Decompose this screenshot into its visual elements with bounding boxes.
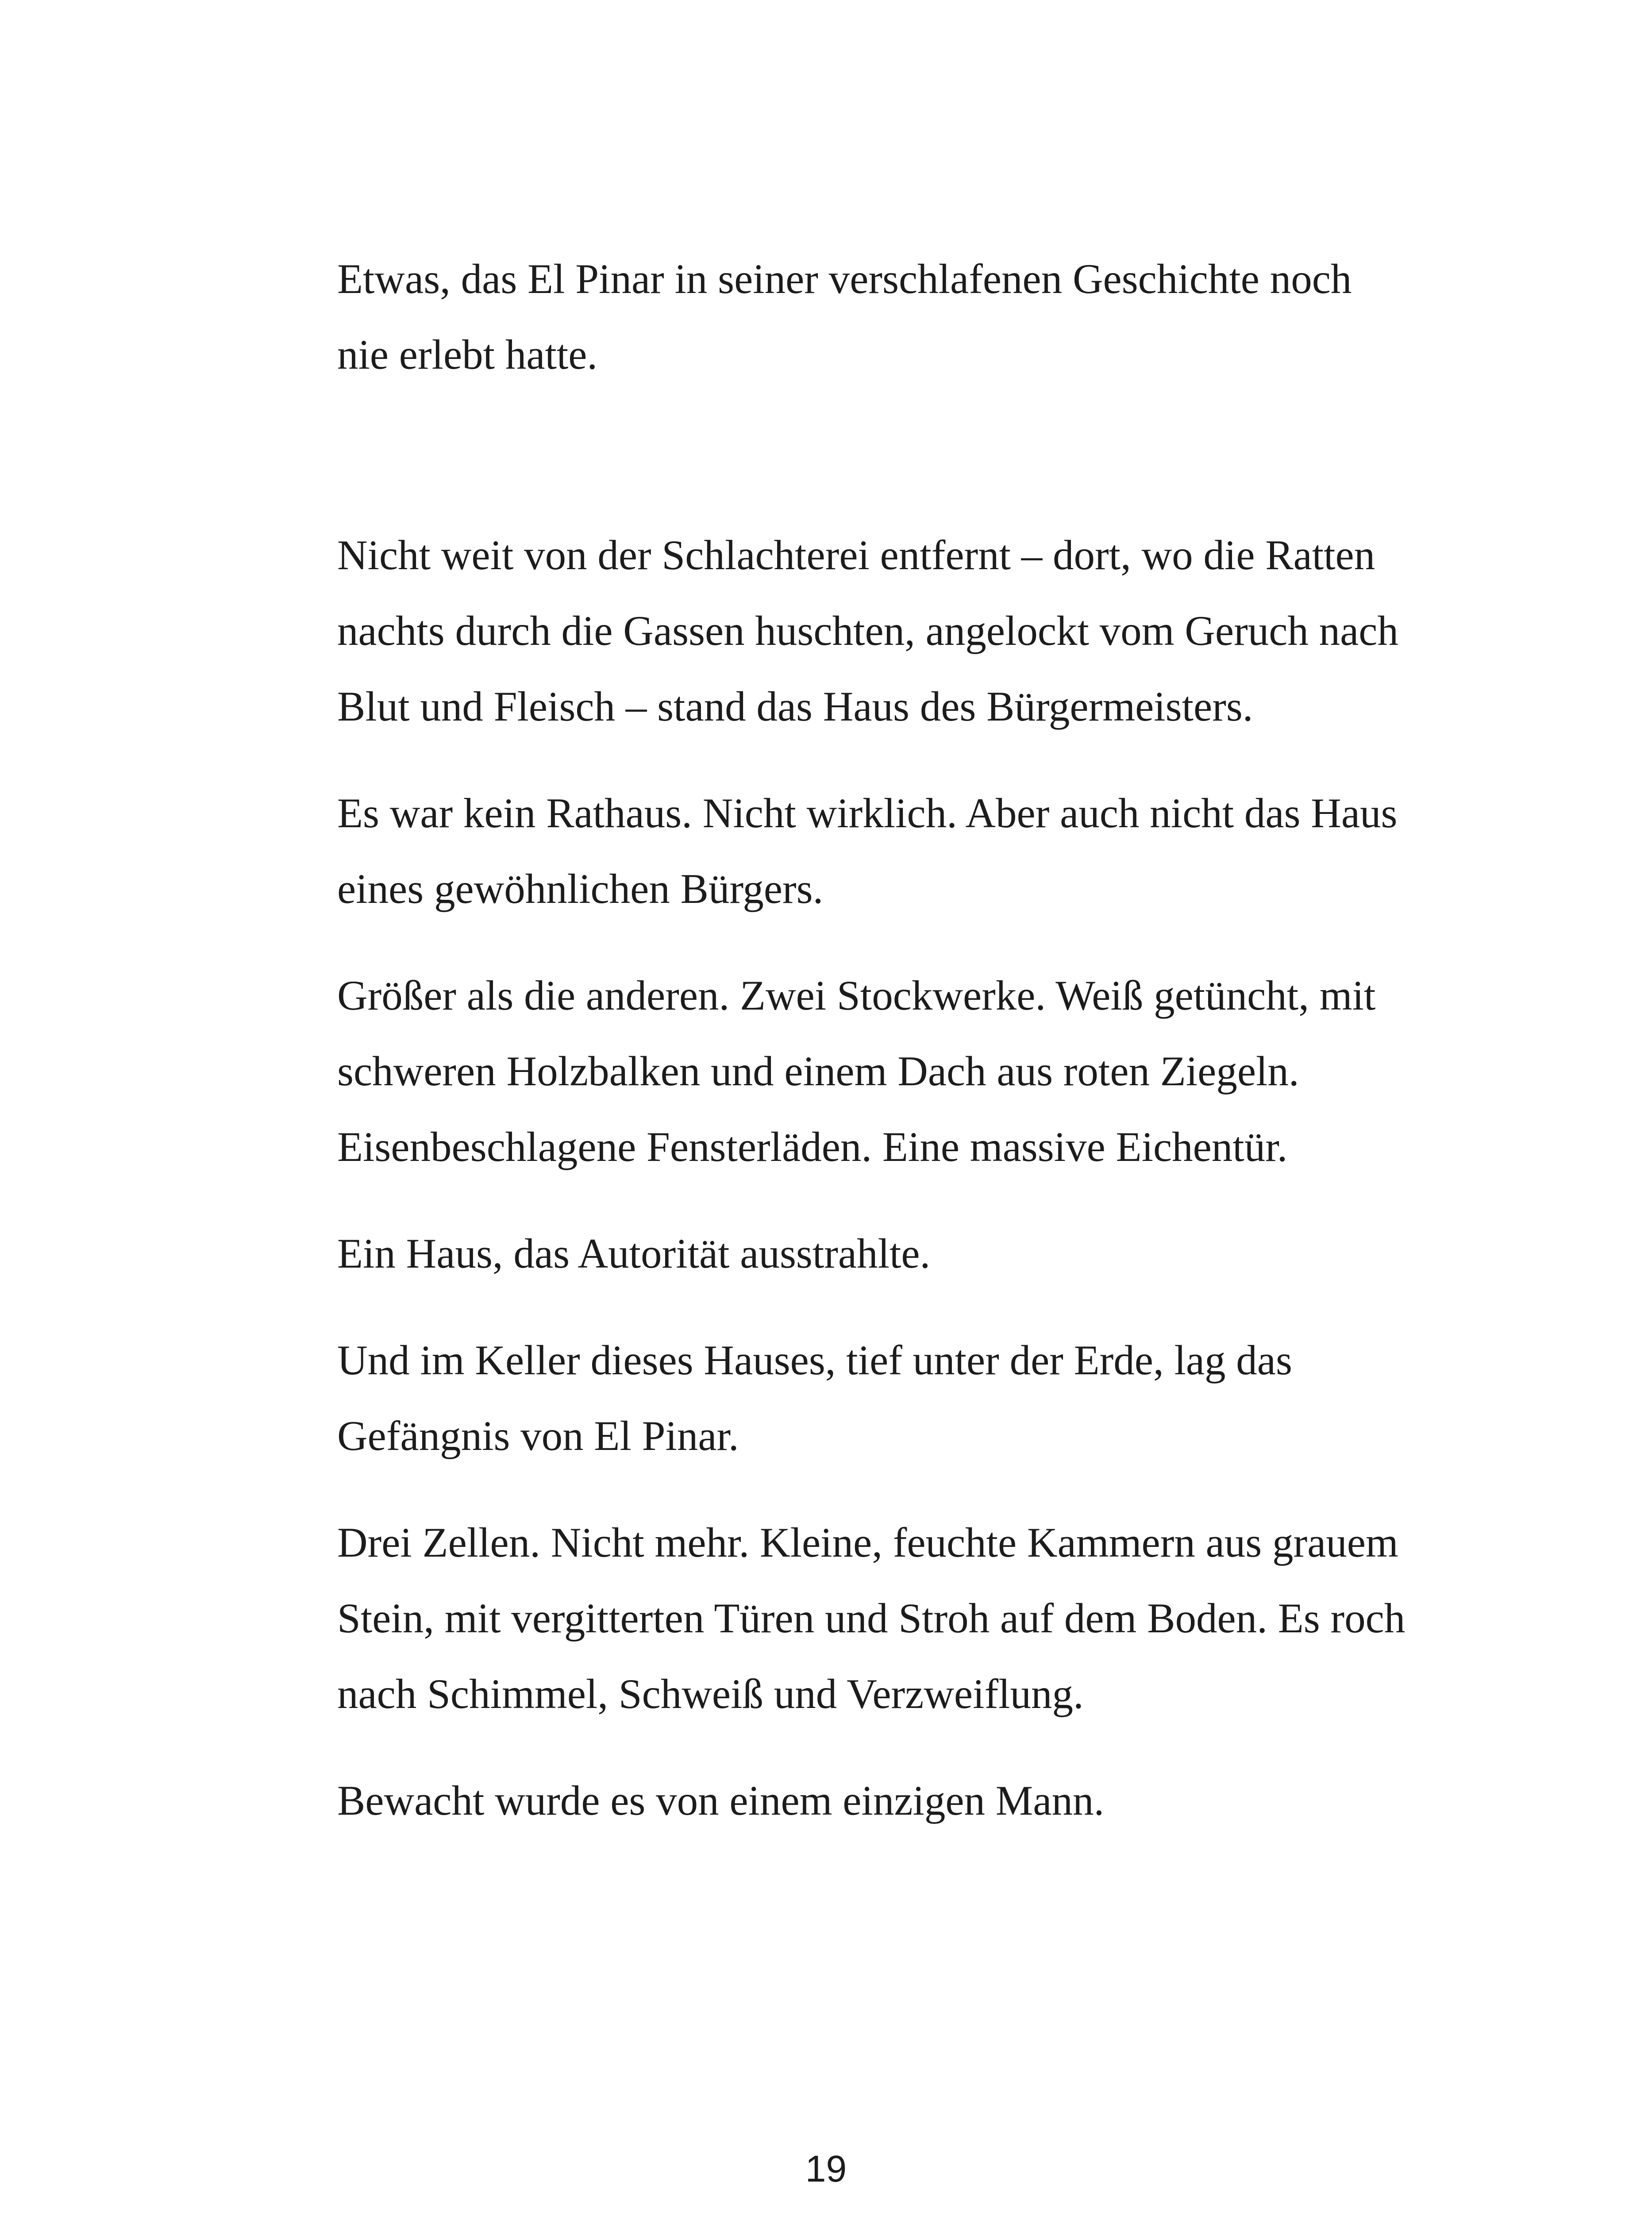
body-text [337,241,1408,1839]
page-number: 19 [805,2148,847,2190]
paragraph: Nicht weit von der Schlachterei entfernt – dort, wo die Ratten nachts durch die Gassen huschten, angelockt vom Geruch nach Blut und Fleisch – stand das Haus des Bürgermeisters. [337,532,1398,730]
paragraph: Bewacht wurde es von einem einzigen Mann. [337,1777,1105,1824]
paragraph: Ein Haus, das Autorität ausstrahlte. [337,1230,931,1277]
paragraph: Und im Keller dieses Hauses, tief unter der Erde, lag das Gefängnis von El Pinar. [337,1337,1292,1459]
paragraph: Größer als die anderen. Zwei Stockwerke. Weiß getüncht, mit schweren Holzbalken und einem Dach aus roten Ziegeln. Eisenbeschlagene Fensterläden. Eine massive Eichentür. [337,972,1376,1170]
paragraph: Drei Zellen. Nicht mehr. Kleine, feuchte Kammern aus grauem Stein, mit vergitterten Türen und Stroh auf dem Boden. Es roch nach Schimmel, Schweiß und Verzweiflung. [337,1519,1406,1717]
paragraph: Etwas, das El Pinar in seiner verschlafenen Geschichte noch nie erlebt hatte. [337,255,1352,378]
paragraph: Es war kein Rathaus. Nicht wirklich. Aber auch nicht das Haus eines gewöhnlichen Bürgers. [337,790,1398,912]
